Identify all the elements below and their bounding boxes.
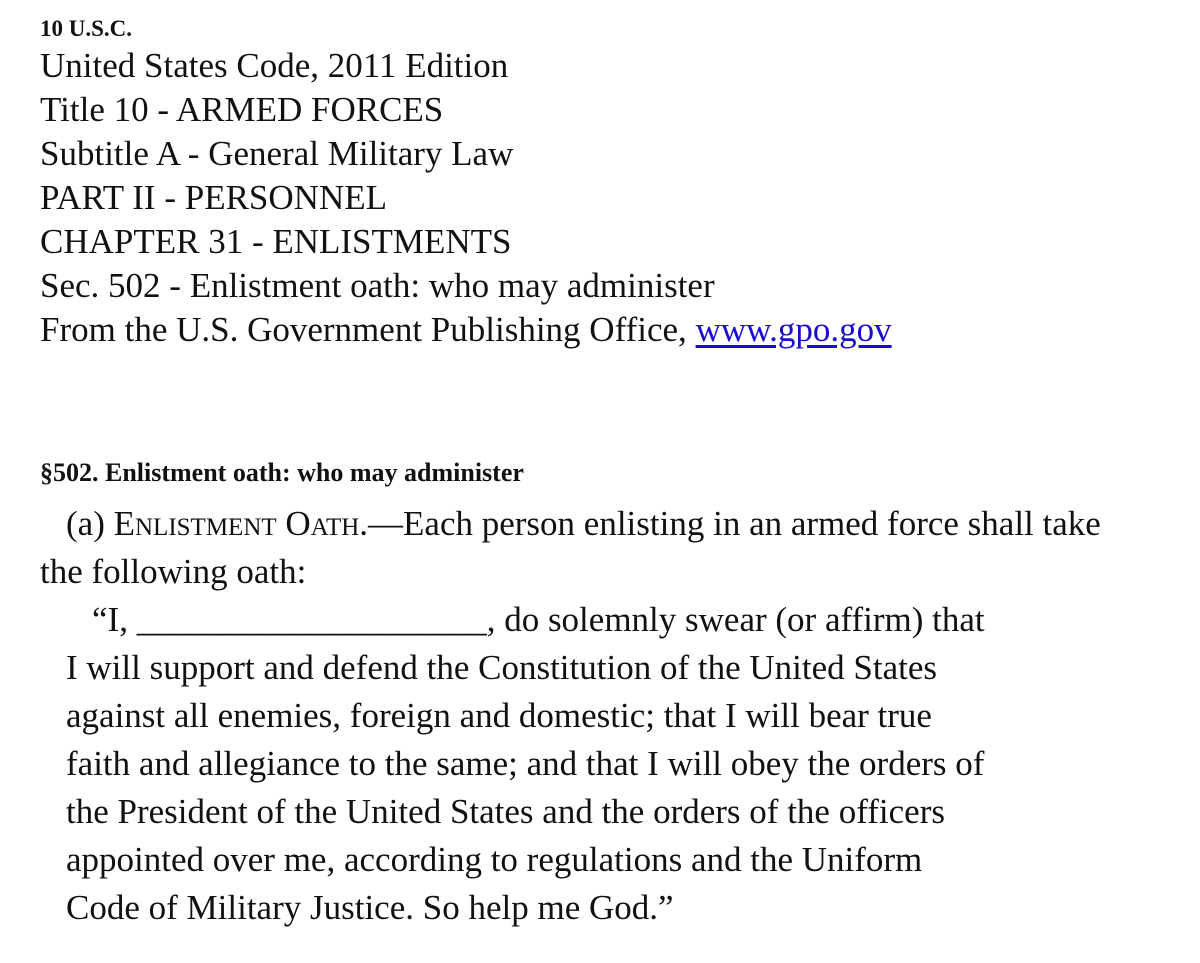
document-header xyxy=(40,14,1180,352)
chapter-line: CHAPTER 31 - ENLISTMENTS xyxy=(40,222,512,261)
title-line: Title 10 - ARMED FORCES xyxy=(40,90,444,129)
subsection-a-heading: Enlistment Oath. xyxy=(113,504,369,543)
oath-line: the President of the United States and the orders of the officers xyxy=(66,792,945,831)
edition-line: United States Code, 2011 Edition xyxy=(40,46,509,85)
code-tag: 10 U.S.C. xyxy=(40,16,133,41)
part-line: PART II - PERSONNEL xyxy=(40,178,387,217)
oath-text xyxy=(66,596,1166,932)
oath-line: Code of Military Justice. So help me God.” xyxy=(66,888,674,927)
subsection-a-label: (a) xyxy=(66,504,114,543)
gpo-link[interactable]: www.gpo.gov xyxy=(695,310,892,349)
section-body xyxy=(40,456,1180,932)
subtitle-line: Subtitle A - General Military Law xyxy=(40,134,514,173)
section-heading: §502. Enlistment oath: who may administer xyxy=(40,458,524,487)
source-prefix: From the U.S. Government Publishing Office, xyxy=(40,310,696,349)
oath-line: appointed over me, according to regulations and the Uniform xyxy=(66,840,923,879)
oath-line: “I, ____________________, do solemnly swear (or affirm) that xyxy=(92,600,985,639)
source-line xyxy=(40,308,1180,352)
oath-line: faith and allegiance to the same; and that I will obey the orders of xyxy=(66,744,985,783)
section-line: Sec. 502 - Enlistment oath: who may administer xyxy=(40,266,715,305)
oath-line: I will support and defend the Constitution of the United States xyxy=(66,648,937,687)
oath-line: against all enemies, foreign and domestic; that I will bear true xyxy=(66,696,932,735)
subsection-a-text: —Each person enlisting in an armed force shall take the following oath: xyxy=(40,504,1101,591)
subsection-a xyxy=(40,500,1120,596)
